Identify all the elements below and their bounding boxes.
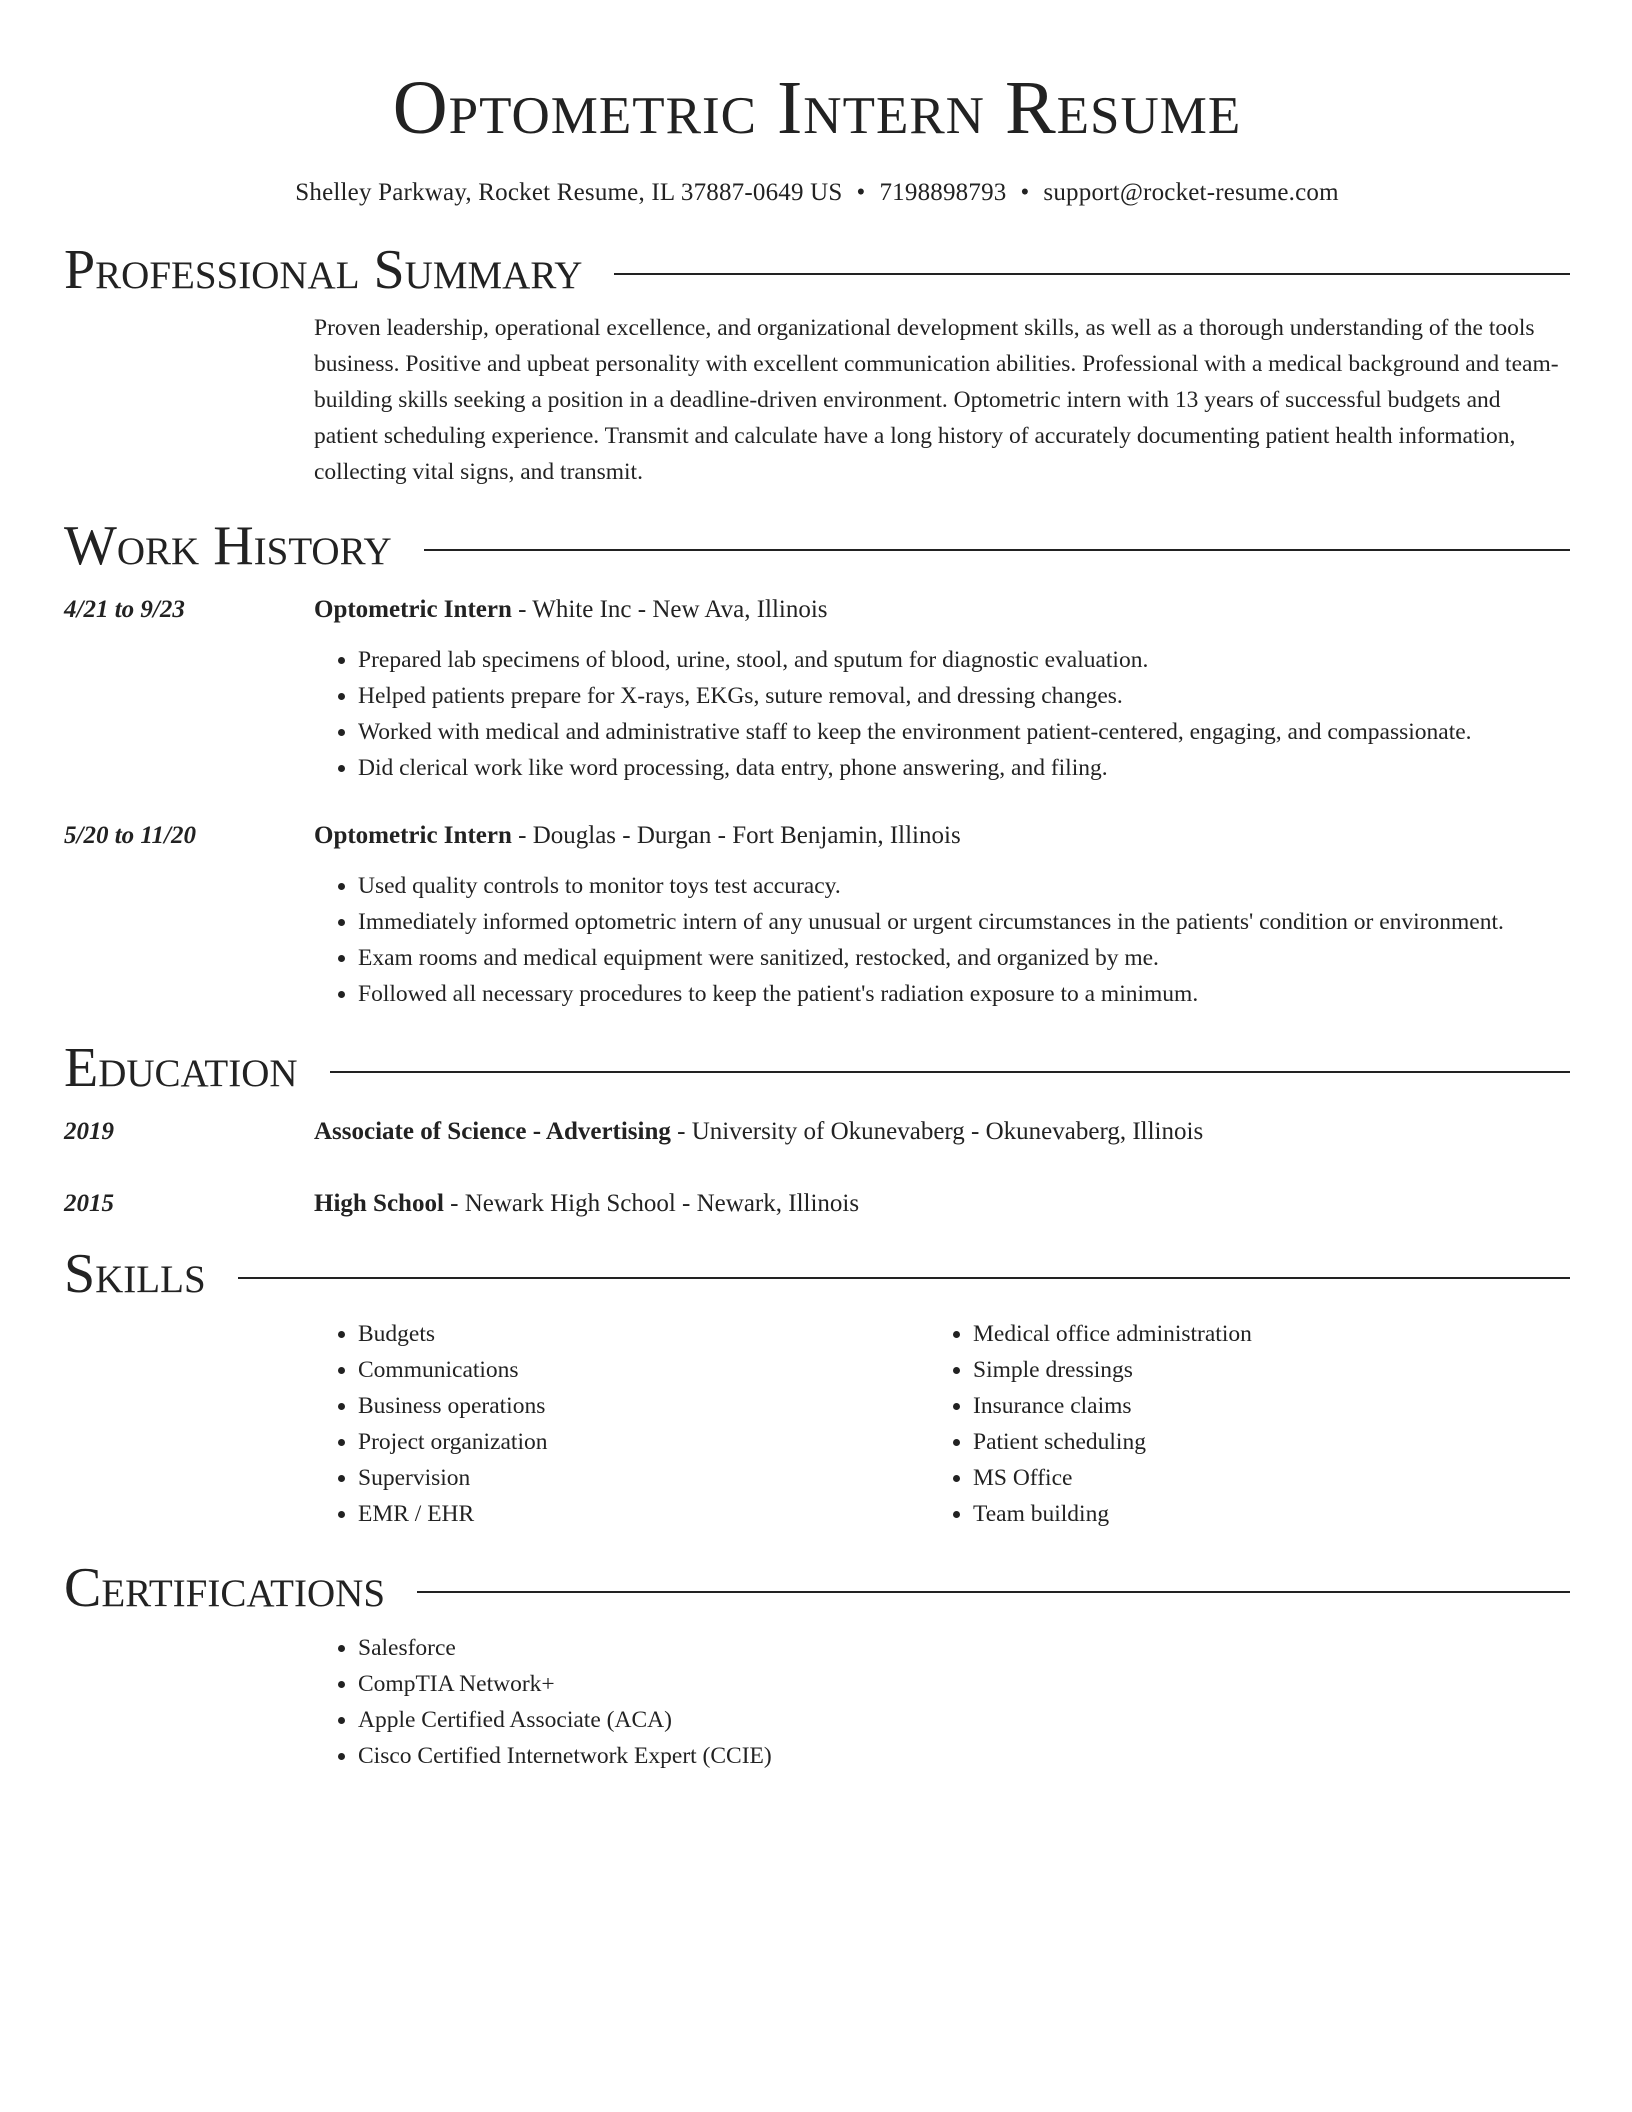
- job-duty: • Exam rooms and medical equipment were sanitized, restocked, and organized by me.: [358, 940, 1570, 976]
- section-divider: [330, 1071, 1570, 1073]
- education-line: [314, 1186, 1570, 1222]
- contact-separator: •: [1020, 179, 1030, 206]
- skills-grid: [314, 1316, 1570, 1532]
- certification-item: • CompTIA Network+: [358, 1666, 1570, 1702]
- education-line: [314, 1114, 1570, 1150]
- skills-heading: Skills: [64, 1243, 206, 1305]
- education-degree: Associate of Science - Advertising: [314, 1118, 671, 1145]
- job-title: Optometric Intern: [314, 596, 512, 623]
- certifications-heading: Certifications: [64, 1557, 386, 1619]
- job-entry: [64, 592, 1570, 786]
- job-duties-list: [314, 868, 1570, 1012]
- work-history-section: [64, 516, 1570, 1012]
- skill-item: • Patient scheduling: [973, 1424, 1544, 1460]
- section-divider: [417, 1591, 1570, 1593]
- job-body: [314, 592, 1570, 786]
- education-entry: [64, 1114, 1570, 1150]
- skill-item: • Budgets: [358, 1316, 929, 1352]
- skill-item: • EMR / EHR: [358, 1496, 929, 1532]
- education-year: 2019: [64, 1118, 114, 1145]
- skills-section: [64, 1244, 1570, 1532]
- certification-item: • Cisco Certified Internetwork Expert (CCIE): [358, 1738, 1570, 1774]
- summary-heading: Professional Summary: [64, 239, 583, 301]
- section-divider: [238, 1277, 1570, 1279]
- job-duty: • Followed all necessary procedures to keep the patient's radiation exposure to a minimum.: [358, 976, 1570, 1012]
- education-body: [314, 1186, 1570, 1222]
- skill-item: • Insurance claims: [973, 1388, 1544, 1424]
- education-heading: Education: [64, 1037, 298, 1099]
- skills-header: [64, 1244, 1570, 1304]
- education-details: - University of Okunevaberg - Okunevaberg, Illinois: [670, 1118, 1204, 1145]
- education-header: [64, 1038, 1570, 1098]
- skill-item: • MS Office: [973, 1460, 1544, 1496]
- contact-address: Shelley Parkway, Rocket Resume, IL 37887-0649 US: [295, 179, 843, 206]
- summary-section: [64, 240, 1570, 490]
- job-duties-list: [314, 642, 1570, 786]
- skills-column-right: [929, 1316, 1544, 1532]
- summary-text: Proven leadership, operational excellence, and organizational development skills, as well as a thorough understanding of the tools business. Positive and upbeat personality with excellent communication abilities. Professional with a medical background and team-building skills seeking a position in a deadline-driven environment. Optometric intern with 13 years of successful budgets and patient scheduling experience. Transmit and calculate have a long history of accurately documenting patient health information, collecting vital signs, and transmit.: [314, 315, 1559, 485]
- contact-phone: 7198898793: [879, 179, 1007, 206]
- skill-item: • Simple dressings: [973, 1352, 1544, 1388]
- job-title: Optometric Intern: [314, 822, 512, 849]
- work-history-header: [64, 516, 1570, 576]
- job-dates: 5/20 to 11/20: [64, 822, 196, 849]
- certifications-list-wrap: [314, 1630, 1570, 1774]
- certification-item: • Apple Certified Associate (ACA): [358, 1702, 1570, 1738]
- skill-item: • Project organization: [358, 1424, 929, 1460]
- section-divider: [424, 549, 1570, 551]
- job-details: - White Inc - New Ava, Illinois: [511, 596, 828, 623]
- job-heading-line: [314, 818, 1570, 854]
- education-details: - Newark High School - Newark, Illinois: [443, 1190, 860, 1217]
- contact-line: [64, 176, 1570, 210]
- education-entry: [64, 1186, 1570, 1222]
- certifications-section: [64, 1558, 1570, 1774]
- skill-item: • Medical office administration: [973, 1316, 1544, 1352]
- skill-item: • Business operations: [358, 1388, 929, 1424]
- job-heading-line: [314, 592, 1570, 628]
- job-dates: 4/21 to 9/23: [64, 596, 185, 623]
- skills-list: [929, 1316, 1544, 1532]
- job-body: [314, 818, 1570, 1012]
- contact-separator: •: [856, 179, 866, 206]
- job-duty: • Prepared lab specimens of blood, urine, stool, and sputum for diagnostic evaluation.: [358, 642, 1570, 678]
- education-year: 2015: [64, 1190, 114, 1217]
- contact-email: support@rocket-resume.com: [1043, 179, 1339, 206]
- resume-title: Optometric Intern Resume: [392, 66, 1242, 150]
- job-duty: • Immediately informed optometric intern of any unusual or urgent circumstances in the patients' condition or environment.: [358, 904, 1570, 940]
- work-history-heading: Work History: [64, 515, 392, 577]
- job-duty: • Did clerical work like word processing, data entry, phone answering, and filing.: [358, 750, 1570, 786]
- job-duty: • Used quality controls to monitor toys test accuracy.: [358, 868, 1570, 904]
- skills-list: [314, 1316, 929, 1532]
- section-divider: [614, 273, 1570, 275]
- skill-item: • Supervision: [358, 1460, 929, 1496]
- certification-item: • Salesforce: [358, 1630, 1570, 1666]
- education-section: [64, 1038, 1570, 1222]
- job-duty: • Worked with medical and administrative staff to keep the environment patient-centered, engaging, and compassionate.: [358, 714, 1570, 750]
- skill-item: • Team building: [973, 1496, 1544, 1532]
- certifications-list: [314, 1630, 1570, 1774]
- job-details: - Douglas - Durgan - Fort Benjamin, Illinois: [511, 822, 961, 849]
- education-degree: High School: [314, 1190, 444, 1217]
- summary-header: [64, 240, 1570, 300]
- job-entry: [64, 818, 1570, 1012]
- education-body: [314, 1114, 1570, 1150]
- certifications-header: [64, 1558, 1570, 1618]
- skills-column-left: [314, 1316, 929, 1532]
- job-duty: • Helped patients prepare for X-rays, EKGs, suture removal, and dressing changes.: [358, 678, 1570, 714]
- skill-item: • Communications: [358, 1352, 929, 1388]
